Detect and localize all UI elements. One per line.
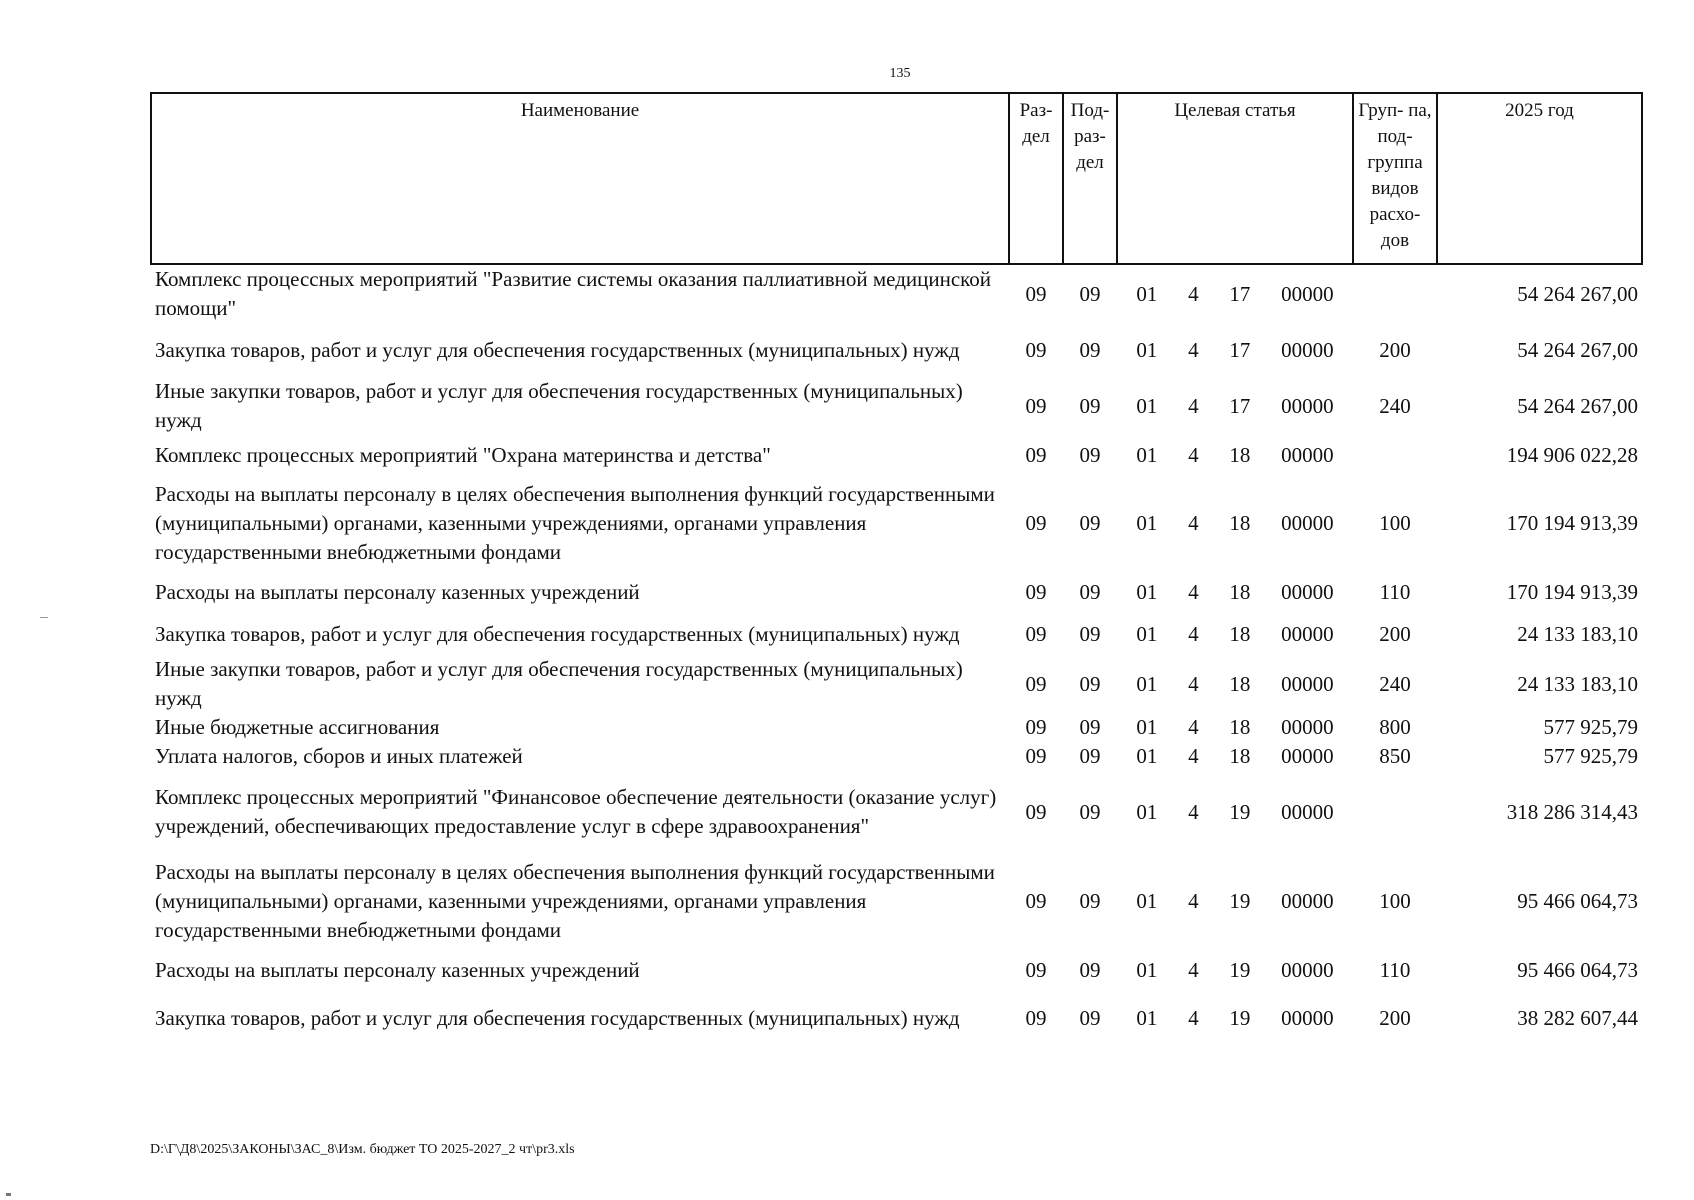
scan-mark (6, 1193, 11, 1196)
row-tselevaya-part: 01 (1136, 621, 1158, 646)
row-razdel: 09 (1025, 510, 1047, 535)
row-tselevaya-part: 4 (1188, 579, 1199, 604)
row-name: Закупка товаров, работ и услуг для обеспечения государственных (муниципальных) нужд (155, 621, 960, 646)
row-tselevaya-part: 4 (1188, 671, 1199, 696)
row-tselevaya-statya (1117, 435, 1353, 475)
row-podrazdel: 09 (1079, 621, 1101, 646)
row-name: Иные бюджетные ассигнования (155, 715, 440, 739)
row-vid-rashodov: 200 (1379, 1005, 1411, 1030)
row-vid-rashodov: 240 (1379, 671, 1411, 696)
row-amount: 38 282 607,44 (1517, 1005, 1638, 1030)
row-razdel: 09 (1025, 744, 1047, 768)
header-razdel: Раз- дел (1009, 93, 1063, 264)
row-name: Расходы на выплаты персоналу в целях обеспечения выполнения функций государственными (муниципальными) органами, казенными учреждениями, органами управления государственными внебюджетными фондами (155, 481, 995, 564)
row-amount: 577 925,79 (1543, 744, 1638, 768)
table-row (151, 713, 1642, 742)
row-podrazdel: 09 (1079, 1005, 1101, 1030)
row-amount: 54 264 267,00 (1517, 281, 1638, 306)
row-tselevaya-part: 00000 (1281, 393, 1334, 418)
table-row (151, 435, 1642, 475)
row-tselevaya-part: 00000 (1281, 281, 1334, 306)
row-tselevaya-part: 18 (1229, 715, 1251, 739)
row-tselevaya-part: 00000 (1281, 510, 1334, 535)
row-name: Закупка товаров, работ и услуг для обеспечения государственных (муниципальных) нужд (155, 337, 960, 362)
row-tselevaya-part: 01 (1136, 393, 1158, 418)
row-tselevaya-statya (1117, 742, 1353, 771)
row-tselevaya-statya (1117, 853, 1353, 949)
row-amount: 577 925,79 (1543, 715, 1638, 739)
budget-table (150, 92, 1643, 1045)
row-tselevaya-part: 00000 (1281, 799, 1334, 824)
row-tselevaya-part: 4 (1188, 510, 1199, 535)
row-tselevaya-part: 01 (1136, 957, 1158, 982)
row-tselevaya-part: 00000 (1281, 671, 1334, 696)
row-tselevaya-statya (1117, 264, 1353, 323)
row-name: Комплекс процессных мероприятий "Финансовое обеспечение деятельности (оказание услуг) учреждений, обеспечивающих предоставление услуг в сфере здравоохранения" (155, 785, 997, 838)
row-amount: 24 133 183,10 (1517, 671, 1638, 696)
row-tselevaya-statya (1117, 613, 1353, 655)
row-name: Комплекс процессных мероприятий "Развитие системы оказания паллиативной медицинской помощи" (155, 267, 992, 320)
row-razdel: 09 (1025, 715, 1047, 739)
row-tselevaya-part: 19 (1229, 888, 1251, 913)
footer-file-path: D:\Г\Д8\2025\ЗАКОНЫ\ЗАС_8\Изм. бюджет ТО 2025-2027_2 чт\pr3.xls (150, 1142, 575, 1157)
row-tselevaya-statya (1117, 475, 1353, 571)
row-tselevaya-part: 4 (1188, 888, 1199, 913)
row-tselevaya-part: 01 (1136, 337, 1158, 362)
row-tselevaya-part: 01 (1136, 671, 1158, 696)
row-vid-rashodov: 200 (1379, 621, 1411, 646)
row-tselevaya-part: 4 (1188, 957, 1199, 982)
row-vid-rashodov: 110 (1379, 579, 1411, 604)
row-tselevaya-part: 00000 (1281, 744, 1334, 768)
row-amount: 54 264 267,00 (1517, 337, 1638, 362)
row-tselevaya-part: 01 (1136, 281, 1158, 306)
row-tselevaya-part: 01 (1136, 579, 1158, 604)
row-name: Комплекс процессных мероприятий "Охрана материнства и детства" (155, 442, 771, 467)
row-vid-rashodov: 240 (1379, 393, 1411, 418)
row-tselevaya-statya (1117, 713, 1353, 742)
row-vid-rashodov (1353, 264, 1437, 323)
header-podrazdel: Под- раз- дел (1063, 93, 1117, 264)
row-tselevaya-part: 01 (1136, 888, 1158, 913)
header-tselevaya-statya: Целевая статья (1117, 93, 1353, 264)
row-tselevaya-statya (1117, 771, 1353, 853)
row-tselevaya-statya (1117, 949, 1353, 991)
row-name: Расходы на выплаты персоналу в целях обеспечения выполнения функций государственными (муниципальными) органами, казенными учреждениями, органами управления государственными внебюджетными фондами (155, 859, 995, 942)
row-tselevaya-part: 18 (1229, 579, 1251, 604)
row-tselevaya-part: 18 (1229, 671, 1251, 696)
row-tselevaya-part: 4 (1188, 281, 1199, 306)
row-tselevaya-part: 4 (1188, 799, 1199, 824)
row-name: Иные закупки товаров, работ и услуг для обеспечения государственных (муниципальных) нужд (155, 657, 963, 710)
row-vid-rashodov (1353, 435, 1437, 475)
row-podrazdel: 09 (1079, 799, 1101, 824)
row-tselevaya-part: 4 (1188, 1005, 1199, 1030)
row-razdel: 09 (1025, 888, 1047, 913)
row-amount: 54 264 267,00 (1517, 393, 1638, 418)
row-vid-rashodov: 850 (1379, 744, 1411, 768)
row-tselevaya-part: 4 (1188, 715, 1199, 739)
row-tselevaya-part: 17 (1229, 281, 1251, 306)
row-tselevaya-part: 18 (1229, 621, 1251, 646)
row-tselevaya-statya (1117, 323, 1353, 377)
row-podrazdel: 09 (1079, 281, 1101, 306)
row-razdel: 09 (1025, 621, 1047, 646)
row-tselevaya-part: 19 (1229, 799, 1251, 824)
header-row (151, 93, 1642, 264)
table-row (151, 613, 1642, 655)
row-vid-rashodov: 100 (1379, 510, 1411, 535)
row-tselevaya-part: 01 (1136, 799, 1158, 824)
row-tselevaya-part: 18 (1229, 744, 1251, 768)
row-podrazdel: 09 (1079, 671, 1101, 696)
row-tselevaya-part: 00000 (1281, 337, 1334, 362)
table-row (151, 264, 1642, 323)
row-vid-rashodov: 100 (1379, 888, 1411, 913)
row-name: Расходы на выплаты персоналу казенных учреждений (155, 957, 640, 982)
table-row (151, 475, 1642, 571)
row-razdel: 09 (1025, 1005, 1047, 1030)
header-name: Наименование (151, 93, 1009, 264)
row-razdel: 09 (1025, 671, 1047, 696)
row-razdel: 09 (1025, 281, 1047, 306)
row-amount: 24 133 183,10 (1517, 621, 1638, 646)
row-podrazdel: 09 (1079, 888, 1101, 913)
scan-mark (40, 617, 48, 618)
row-razdel: 09 (1025, 579, 1047, 604)
table-row (151, 377, 1642, 435)
table-row (151, 853, 1642, 949)
row-tselevaya-part: 01 (1136, 1005, 1158, 1030)
row-podrazdel: 09 (1079, 744, 1101, 768)
table-row (151, 771, 1642, 853)
row-tselevaya-part: 00000 (1281, 579, 1334, 604)
row-razdel: 09 (1025, 393, 1047, 418)
row-tselevaya-part: 18 (1229, 510, 1251, 535)
row-tselevaya-part: 19 (1229, 957, 1251, 982)
header-gruppa-vidov-rashodov: Груп- па, под- группа видов расхо- дов (1353, 93, 1437, 264)
row-tselevaya-part: 01 (1136, 744, 1158, 768)
row-tselevaya-part: 4 (1188, 621, 1199, 646)
row-podrazdel: 09 (1079, 715, 1101, 739)
row-amount: 318 286 314,43 (1506, 799, 1638, 824)
row-tselevaya-part: 4 (1188, 442, 1199, 467)
row-tselevaya-part: 00000 (1281, 1005, 1334, 1030)
row-amount: 170 194 913,39 (1506, 510, 1638, 535)
row-tselevaya-part: 00000 (1281, 888, 1334, 913)
row-amount: 194 906 022,28 (1506, 442, 1638, 467)
row-tselevaya-part: 4 (1188, 337, 1199, 362)
table-row (151, 991, 1642, 1045)
row-name: Закупка товаров, работ и услуг для обеспечения государственных (муниципальных) нужд (155, 1005, 960, 1030)
row-tselevaya-part: 17 (1229, 337, 1251, 362)
header-year: 2025 год (1437, 93, 1642, 264)
row-razdel: 09 (1025, 442, 1047, 467)
table-row (151, 949, 1642, 991)
row-vid-rashodov (1353, 771, 1437, 853)
row-tselevaya-part: 01 (1136, 715, 1158, 739)
table-row (151, 323, 1642, 377)
row-vid-rashodov: 800 (1379, 715, 1411, 739)
row-tselevaya-part: 00000 (1281, 957, 1334, 982)
row-amount: 95 466 064,73 (1517, 888, 1638, 913)
row-podrazdel: 09 (1079, 510, 1101, 535)
row-podrazdel: 09 (1079, 957, 1101, 982)
row-tselevaya-statya (1117, 655, 1353, 713)
row-tselevaya-part: 18 (1229, 442, 1251, 467)
row-razdel: 09 (1025, 957, 1047, 982)
row-tselevaya-part: 00000 (1281, 715, 1334, 739)
row-podrazdel: 09 (1079, 393, 1101, 418)
row-tselevaya-part: 01 (1136, 442, 1158, 467)
row-tselevaya-part: 00000 (1281, 442, 1334, 467)
row-tselevaya-statya (1117, 991, 1353, 1045)
row-name: Уплата налогов, сборов и иных платежей (155, 744, 523, 768)
row-tselevaya-part: 01 (1136, 510, 1158, 535)
row-podrazdel: 09 (1079, 579, 1101, 604)
row-tselevaya-statya (1117, 571, 1353, 613)
table-body (151, 264, 1642, 1045)
page-number: 135 (889, 66, 911, 81)
row-amount: 170 194 913,39 (1506, 579, 1638, 604)
row-vid-rashodov: 200 (1379, 337, 1411, 362)
table-row (151, 742, 1642, 771)
table-row (151, 655, 1642, 713)
row-tselevaya-part: 17 (1229, 393, 1251, 418)
row-amount: 95 466 064,73 (1517, 957, 1638, 982)
row-name: Расходы на выплаты персоналу казенных учреждений (155, 579, 640, 604)
row-podrazdel: 09 (1079, 442, 1101, 467)
row-vid-rashodov: 110 (1379, 957, 1411, 982)
row-tselevaya-statya (1117, 377, 1353, 435)
row-tselevaya-part: 4 (1188, 393, 1199, 418)
table-row (151, 571, 1642, 613)
row-razdel: 09 (1025, 799, 1047, 824)
row-tselevaya-part: 00000 (1281, 621, 1334, 646)
row-podrazdel: 09 (1079, 337, 1101, 362)
row-name: Иные закупки товаров, работ и услуг для обеспечения государственных (муниципальных) нужд (155, 379, 963, 432)
row-tselevaya-part: 19 (1229, 1005, 1251, 1030)
row-razdel: 09 (1025, 337, 1047, 362)
row-tselevaya-part: 4 (1188, 744, 1199, 768)
